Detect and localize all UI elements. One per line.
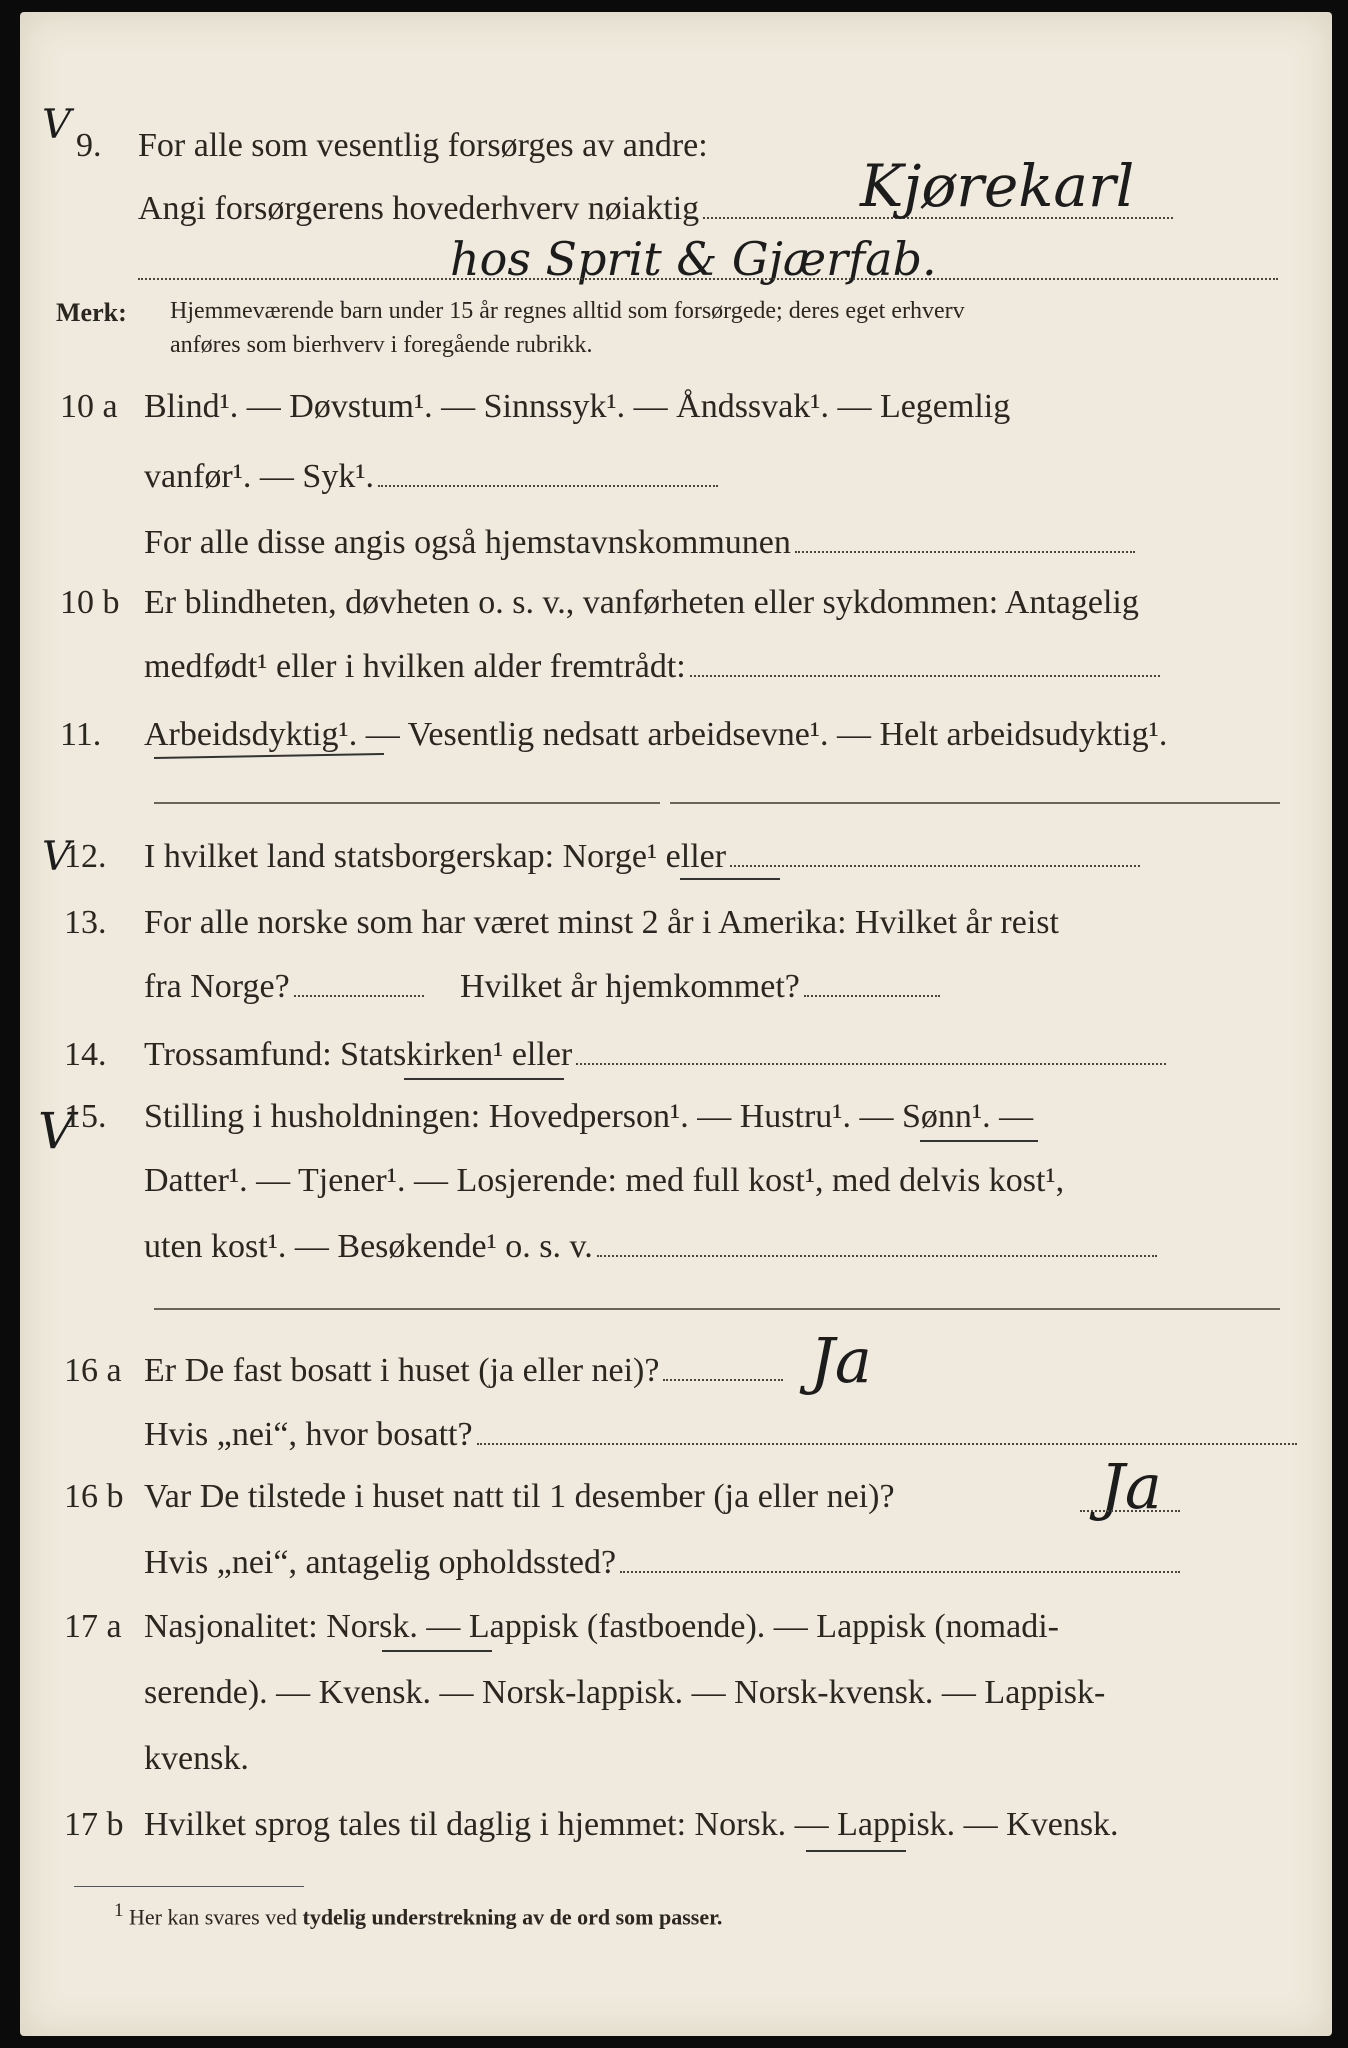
item-10a-line-3: For alle disse angis også hjemstavnskommunen — [144, 524, 1135, 562]
item-9-dotted-line — [138, 278, 1278, 280]
item-16b-line-1: Var De tilstede i huset natt til 1 desember (ja eller nei)? — [144, 1478, 895, 1515]
footnote-bold-text: tydelig understrekning av de ord som passer. — [302, 1904, 723, 1930]
item-11-rule-b — [670, 802, 1280, 804]
item-9-line-2: Angi forsørgerens hovederhverv nøiaktig — [138, 190, 1173, 228]
item-9-line-1: For alle som vesentlig forsørges av andre: — [138, 127, 708, 164]
item-number-14: 14. — [64, 1036, 107, 1073]
item-17a-line-1: Nasjonalitet: Norsk. — Lappisk (fastboende). — Lappisk (nomadi- — [144, 1608, 1059, 1645]
footnote-mark: 1 — [114, 1900, 124, 1921]
item-16b-line-2: Hvis „nei“, antagelig opholdssted? — [144, 1544, 1180, 1582]
item-10a-line-1: Blind¹. — Døvstum¹. — Sinnssyk¹. — Åndssvak¹. — Legemlig — [144, 388, 1011, 425]
item-number-10a: 10 a — [60, 388, 118, 425]
item-number-16a: 16 a — [64, 1352, 122, 1389]
item-number-11: 11. — [60, 716, 102, 753]
item-number-12: 12. — [64, 838, 107, 875]
item-16a-line-2: Hvis „nei“, hvor bosatt? — [144, 1416, 1297, 1454]
handwritten-answer-16a: Ja — [810, 1324, 872, 1397]
item-15-line-1: Stilling i husholdningen: Hovedperson¹. — Hustru¹. — Sønn¹. — — [144, 1098, 1034, 1135]
item-15-rule — [154, 1308, 1280, 1310]
merk-text-2: anføres som bierhverv i foregående rubrikk. — [170, 332, 593, 358]
item-number-10b: 10 b — [60, 584, 120, 621]
item-15-line-3: uten kost¹. — Besøkende¹ o. s. v. — [144, 1228, 1157, 1266]
item-number-17a: 17 a — [64, 1608, 122, 1645]
item-14-line-1: Trossamfund: Statskirken¹ eller — [144, 1036, 1166, 1074]
handwritten-answer-16b: Ja — [1100, 1450, 1162, 1523]
underline-norsk-17a — [382, 1650, 492, 1652]
item-16a-line-1: Er De fast bosatt i huset (ja eller nei)? — [144, 1352, 783, 1390]
footnote — [114, 1900, 722, 1930]
item-11-line-1: Arbeidsdyktig¹. — Vesentlig nedsatt arbeidsevne¹. — Helt arbeidsudyktig¹. — [144, 716, 1168, 753]
check-mark-12: V — [42, 834, 71, 880]
item-10b-line-2: medfødt¹ eller i hvilken alder fremtrådt: — [144, 648, 1160, 686]
footnote-text: Her kan svares ved — [129, 1904, 297, 1930]
underline-hustru — [920, 1140, 1038, 1142]
underline-norge — [680, 878, 780, 880]
item-15-line-2: Datter¹. — Tjener¹. — Losjerende: med full kost¹, med delvis kost¹, — [144, 1162, 1065, 1199]
underline-statskirken — [404, 1078, 564, 1080]
footnote-rule — [74, 1886, 304, 1887]
check-mark-9: V — [42, 102, 71, 148]
merk-label: Merk: — [56, 298, 127, 327]
handwritten-employer: hos Sprit & Gjærfab. — [450, 232, 937, 286]
item-10b-line-1: Er blindheten, døvheten o. s. v., vanførheten eller sykdommen: Antagelig — [144, 584, 1139, 621]
item-17b-line-1: Hvilket sprog tales til daglig i hjemmet: Norsk. — Lappisk. — Kvensk. — [144, 1806, 1119, 1843]
item-13-line-3: Hvilket år hjemkommet? — [460, 968, 940, 1006]
item-number-9: 9. — [76, 127, 102, 164]
item-number-16b: 16 b — [64, 1478, 124, 1515]
item-number-17b: 17 b — [64, 1806, 124, 1843]
item-number-13: 13. — [64, 904, 107, 941]
item-17a-line-3: kvensk. — [144, 1740, 249, 1777]
item-13-line-2: fra Norge? — [144, 968, 424, 1006]
underline-norsk-17b — [806, 1850, 906, 1852]
item-11-rule-a — [154, 802, 660, 804]
census-form-page — [20, 12, 1332, 2036]
item-13-line-1: For alle norske som har været minst 2 år i Amerika: Hvilket år reist — [144, 904, 1059, 941]
item-12-line-1: I hvilket land statsborgerskap: Norge¹ eller — [144, 838, 1140, 876]
handwritten-occupation: Kjørekarl — [860, 152, 1135, 220]
merk-text-1: Hjemmeværende barn under 15 år regnes alltid som forsørgede; deres eget erhverv — [170, 298, 965, 324]
item-16b-dotted-line — [1080, 1510, 1180, 1512]
item-number-15: 15. — [64, 1098, 107, 1135]
item-10a-line-2: vanfør¹. — Syk¹. — [144, 458, 718, 496]
item-17a-line-2: serende). — Kvensk. — Norsk-lappisk. — Norsk-kvensk. — Lappisk- — [144, 1674, 1106, 1711]
check-mark-15: V — [38, 1102, 75, 1160]
